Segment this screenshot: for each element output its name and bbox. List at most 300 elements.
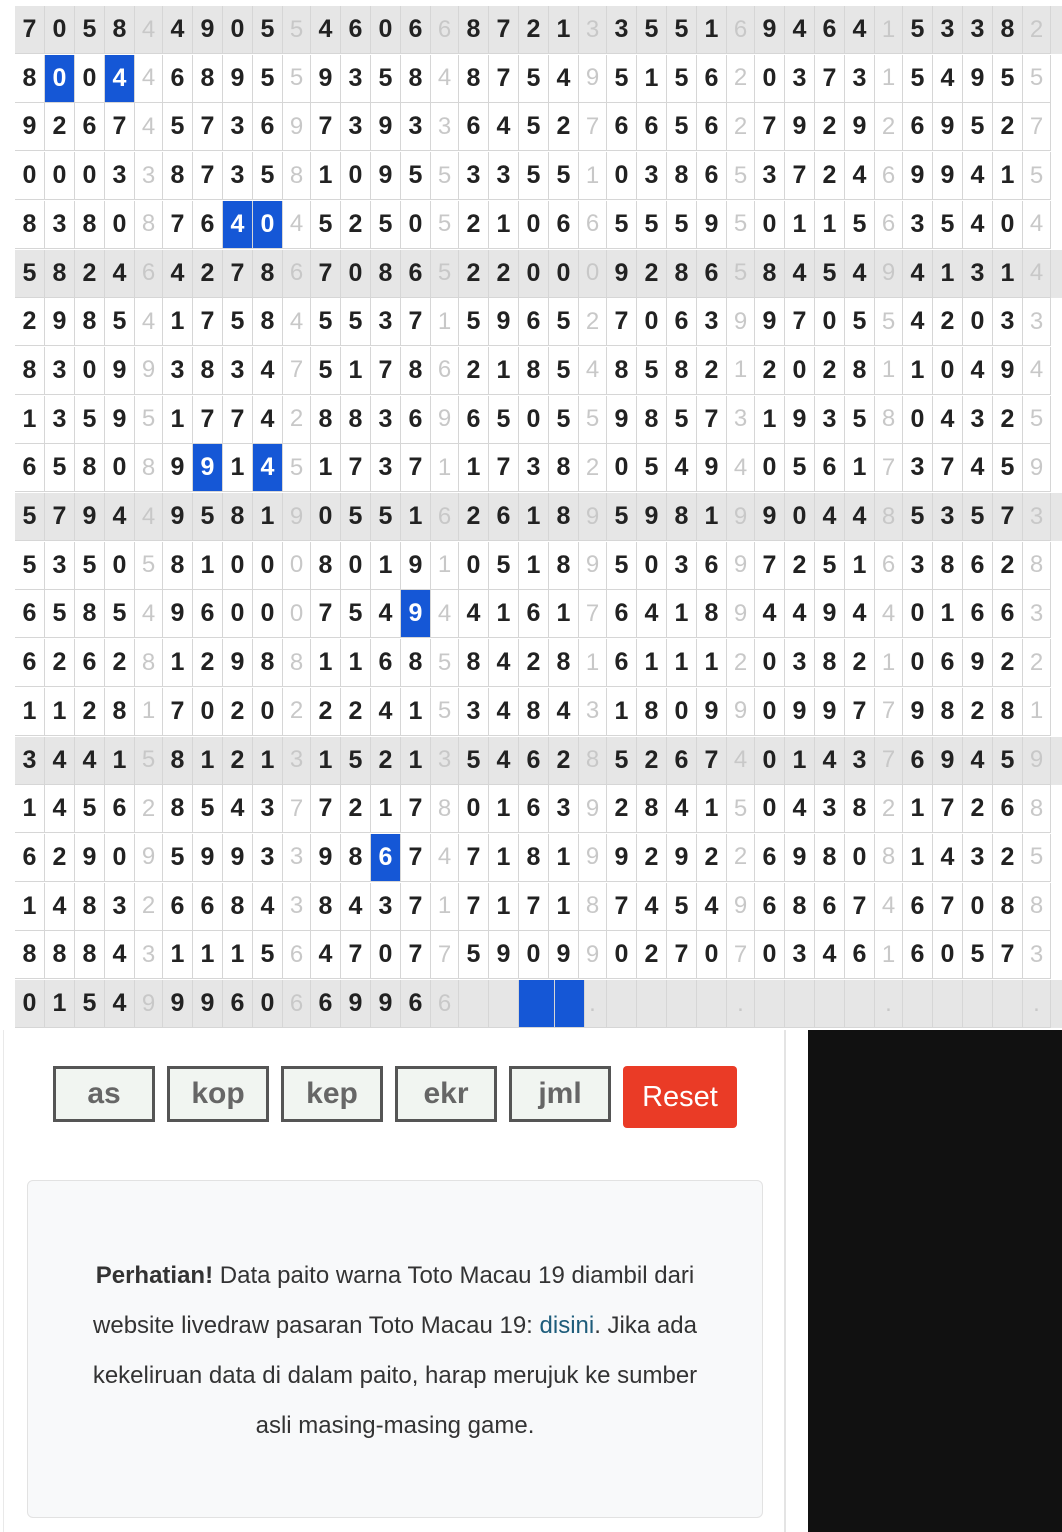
paito-digit[interactable]: 7 xyxy=(697,737,727,785)
paito-digit[interactable]: 8 xyxy=(667,493,697,541)
paito-digit[interactable]: 8 xyxy=(993,6,1023,54)
paito-digit[interactable]: 8 xyxy=(15,201,45,249)
paito-digit[interactable]: 0 xyxy=(903,590,933,638)
paito-digit[interactable]: 6 xyxy=(815,883,845,931)
paito-digit[interactable]: 4 xyxy=(845,250,875,298)
paito-digit[interactable]: 5 xyxy=(963,103,993,151)
paito-digit[interactable]: 1 xyxy=(903,785,933,833)
paito-digit[interactable]: 1 xyxy=(163,931,193,979)
paito-digit[interactable]: 1 xyxy=(933,590,963,638)
paito-digit[interactable]: 7 xyxy=(489,444,519,492)
paito-digit[interactable]: 7 xyxy=(223,250,253,298)
paito-digit[interactable]: 3 xyxy=(45,542,75,590)
paito-digit[interactable]: 8 xyxy=(75,298,105,346)
paito-digit[interactable]: 9 xyxy=(75,834,105,882)
paito-digit[interactable]: 5 xyxy=(371,493,401,541)
paito-digit[interactable]: 5 xyxy=(253,6,283,54)
paito-digit[interactable]: 6 xyxy=(519,737,549,785)
paito-digit[interactable]: 9 xyxy=(163,444,193,492)
paito-digit[interactable]: 7 xyxy=(933,883,963,931)
paito-digit[interactable]: 3 xyxy=(785,639,815,687)
paito-digit[interactable]: 9 xyxy=(489,931,519,979)
paito-digit[interactable]: 3 xyxy=(489,152,519,200)
paito-digit[interactable]: 6 xyxy=(371,834,401,882)
paito-digit[interactable] xyxy=(755,980,785,1028)
paito-digit[interactable]: 8 xyxy=(667,347,697,395)
paito-digit[interactable]: 2 xyxy=(519,639,549,687)
paito-digit[interactable]: 4 xyxy=(253,347,283,395)
paito-digit[interactable]: 5 xyxy=(637,444,667,492)
paito-digit[interactable]: 5 xyxy=(815,542,845,590)
paito-digit[interactable]: 6 xyxy=(193,201,223,249)
paito-digit[interactable]: 9 xyxy=(607,250,637,298)
paito-digit[interactable]: 8 xyxy=(311,883,341,931)
paito-digit[interactable]: 3 xyxy=(785,931,815,979)
paito-digit[interactable]: 0 xyxy=(933,931,963,979)
paito-digit[interactable]: 6 xyxy=(903,737,933,785)
paito-digit[interactable]: 1 xyxy=(519,493,549,541)
paito-digit[interactable]: 4 xyxy=(253,883,283,931)
paito-digit[interactable]: 7 xyxy=(697,396,727,444)
paito-digit[interactable]: 4 xyxy=(105,931,135,979)
paito-digit[interactable]: 4 xyxy=(785,6,815,54)
paito-digit[interactable]: 1 xyxy=(311,737,341,785)
paito-digit[interactable]: 5 xyxy=(459,931,489,979)
paito-digit[interactable]: 0 xyxy=(105,201,135,249)
paito-digit[interactable]: 7 xyxy=(667,931,697,979)
paito-digit[interactable]: 1 xyxy=(815,201,845,249)
paito-digit[interactable]: 3 xyxy=(105,152,135,200)
paito-digit[interactable]: 6 xyxy=(607,590,637,638)
paito-digit[interactable]: 5 xyxy=(253,55,283,103)
filter-kop-button[interactable]: kop xyxy=(167,1066,269,1122)
paito-digit[interactable]: 5 xyxy=(311,201,341,249)
paito-digit[interactable]: 8 xyxy=(105,6,135,54)
paito-digit[interactable]: 5 xyxy=(15,250,45,298)
paito-digit[interactable]: 2 xyxy=(637,931,667,979)
paito-digit[interactable]: 9 xyxy=(163,980,193,1028)
paito-digit[interactable]: 2 xyxy=(607,785,637,833)
paito-digit[interactable]: 0 xyxy=(459,785,489,833)
paito-digit[interactable]: 8 xyxy=(193,347,223,395)
paito-digit[interactable]: 3 xyxy=(459,152,489,200)
paito-digit[interactable]: 9 xyxy=(193,834,223,882)
paito-digit[interactable]: 9 xyxy=(993,347,1023,395)
paito-digit[interactable]: 3 xyxy=(697,298,727,346)
paito-digit[interactable]: 4 xyxy=(845,590,875,638)
paito-digit[interactable]: 0 xyxy=(341,542,371,590)
paito-digit[interactable]: 0 xyxy=(993,201,1023,249)
paito-digit[interactable]: 1 xyxy=(489,883,519,931)
paito-digit[interactable]: 5 xyxy=(637,201,667,249)
paito-digit[interactable]: 9 xyxy=(845,103,875,151)
paito-digit[interactable]: 5 xyxy=(637,347,667,395)
paito-digit[interactable]: 1 xyxy=(697,6,727,54)
paito-digit[interactable]: 7 xyxy=(401,883,431,931)
paito-digit[interactable]: 0 xyxy=(371,931,401,979)
paito-digit[interactable]: 2 xyxy=(549,103,579,151)
paito-digit[interactable]: 6 xyxy=(401,250,431,298)
paito-digit[interactable]: 0 xyxy=(223,6,253,54)
paito-digit[interactable]: 4 xyxy=(549,55,579,103)
paito-digit[interactable]: 9 xyxy=(223,55,253,103)
paito-digit[interactable]: 1 xyxy=(549,883,579,931)
paito-digit[interactable]: 8 xyxy=(519,347,549,395)
paito-digit[interactable]: 3 xyxy=(963,834,993,882)
paito-digit[interactable]: 0 xyxy=(75,347,105,395)
paito-digit[interactable]: 7 xyxy=(933,785,963,833)
paito-digit[interactable]: 1 xyxy=(667,639,697,687)
paito-digit[interactable]: 1 xyxy=(637,639,667,687)
paito-digit[interactable]: 1 xyxy=(489,590,519,638)
paito-digit[interactable]: 8 xyxy=(45,250,75,298)
paito-digit[interactable]: 3 xyxy=(845,737,875,785)
paito-digit[interactable]: 0 xyxy=(223,590,253,638)
paito-digit[interactable]: 6 xyxy=(75,103,105,151)
paito-digit[interactable]: 3 xyxy=(903,444,933,492)
paito-digit[interactable]: 9 xyxy=(755,6,785,54)
paito-digit[interactable]: 5 xyxy=(15,493,45,541)
paito-digit[interactable]: 0 xyxy=(253,201,283,249)
paito-digit[interactable]: 2 xyxy=(223,688,253,736)
source-link[interactable]: disini xyxy=(539,1312,595,1339)
paito-digit[interactable]: 8 xyxy=(933,688,963,736)
paito-digit[interactable]: 2 xyxy=(193,639,223,687)
paito-digit[interactable]: 3 xyxy=(519,444,549,492)
filter-jml-button[interactable]: jml xyxy=(509,1066,611,1122)
paito-digit[interactable]: 2 xyxy=(963,688,993,736)
paito-digit[interactable] xyxy=(667,980,697,1028)
paito-digit[interactable]: 6 xyxy=(489,493,519,541)
paito-digit[interactable]: 2 xyxy=(519,6,549,54)
paito-digit[interactable]: 8 xyxy=(341,396,371,444)
paito-digit[interactable]: 5 xyxy=(341,493,371,541)
paito-digit[interactable]: 1 xyxy=(755,396,785,444)
paito-digit[interactable]: 7 xyxy=(401,931,431,979)
paito-digit[interactable]: 0 xyxy=(253,590,283,638)
paito-digit[interactable]: 7 xyxy=(401,444,431,492)
paito-digit[interactable]: 9 xyxy=(45,298,75,346)
paito-digit[interactable]: 2 xyxy=(963,785,993,833)
paito-digit[interactable]: 5 xyxy=(223,298,253,346)
paito-digit[interactable]: 9 xyxy=(815,590,845,638)
paito-digit[interactable]: 3 xyxy=(341,55,371,103)
paito-digit[interactable]: 9 xyxy=(933,737,963,785)
paito-digit[interactable]: 0 xyxy=(519,931,549,979)
paito-digit[interactable]: 4 xyxy=(311,6,341,54)
paito-digit[interactable]: 5 xyxy=(845,298,875,346)
paito-digit[interactable]: 7 xyxy=(459,834,489,882)
paito-digit[interactable]: 7 xyxy=(45,493,75,541)
paito-digit[interactable]: 6 xyxy=(193,590,223,638)
paito-digit[interactable]: 3 xyxy=(963,6,993,54)
paito-digit[interactable]: 5 xyxy=(667,883,697,931)
paito-digit[interactable]: 2 xyxy=(45,834,75,882)
paito-digit[interactable]: 0 xyxy=(815,298,845,346)
paito-digit[interactable]: 0 xyxy=(253,542,283,590)
paito-digit[interactable]: 1 xyxy=(785,737,815,785)
paito-digit[interactable]: 4 xyxy=(253,444,283,492)
paito-digit[interactable]: 1 xyxy=(489,201,519,249)
paito-digit[interactable]: 6 xyxy=(253,103,283,151)
filter-ekr-button[interactable]: ekr xyxy=(395,1066,497,1122)
paito-digit[interactable]: 5 xyxy=(163,103,193,151)
paito-digit[interactable]: 5 xyxy=(903,55,933,103)
paito-digit[interactable]: 8 xyxy=(163,152,193,200)
paito-digit[interactable]: 5 xyxy=(311,347,341,395)
paito-digit[interactable]: 0 xyxy=(105,444,135,492)
paito-digit[interactable]: 4 xyxy=(637,590,667,638)
paito-digit[interactable]: 8 xyxy=(15,347,45,395)
paito-digit[interactable]: 0 xyxy=(341,250,371,298)
paito-digit[interactable]: 9 xyxy=(371,103,401,151)
paito-digit[interactable]: 7 xyxy=(311,250,341,298)
paito-digit[interactable]: 3 xyxy=(45,201,75,249)
paito-digit[interactable]: 2 xyxy=(341,201,371,249)
paito-digit[interactable]: 5 xyxy=(15,542,45,590)
paito-digit[interactable]: 0 xyxy=(845,834,875,882)
paito-digit[interactable]: 8 xyxy=(637,785,667,833)
paito-digit[interactable]: 1 xyxy=(163,639,193,687)
paito-digit[interactable]: 9 xyxy=(15,103,45,151)
paito-digit[interactable]: 1 xyxy=(697,639,727,687)
paito-digit[interactable]: 8 xyxy=(341,834,371,882)
paito-digit[interactable]: 8 xyxy=(223,493,253,541)
paito-digit[interactable]: 5 xyxy=(607,493,637,541)
paito-digit[interactable]: 5 xyxy=(607,55,637,103)
paito-digit[interactable]: 8 xyxy=(15,55,45,103)
paito-digit[interactable]: 1 xyxy=(489,834,519,882)
paito-digit[interactable]: 6 xyxy=(459,396,489,444)
paito-digit[interactable]: 3 xyxy=(341,103,371,151)
paito-digit[interactable]: 1 xyxy=(489,785,519,833)
paito-digit[interactable] xyxy=(815,980,845,1028)
paito-digit[interactable]: 3 xyxy=(549,785,579,833)
paito-digit[interactable]: 5 xyxy=(341,298,371,346)
paito-digit[interactable]: 3 xyxy=(163,347,193,395)
paito-digit[interactable]: 9 xyxy=(637,493,667,541)
paito-digit[interactable]: 7 xyxy=(459,883,489,931)
paito-digit[interactable]: 8 xyxy=(75,931,105,979)
paito-digit[interactable]: 4 xyxy=(963,201,993,249)
paito-digit[interactable]: 7 xyxy=(607,883,637,931)
paito-digit[interactable]: 5 xyxy=(963,493,993,541)
paito-digit[interactable]: 1 xyxy=(667,590,697,638)
paito-digit[interactable]: 8 xyxy=(697,590,727,638)
paito-digit[interactable]: 1 xyxy=(105,737,135,785)
paito-digit[interactable]: 2 xyxy=(459,250,489,298)
paito-digit[interactable]: 0 xyxy=(755,55,785,103)
paito-digit[interactable]: 7 xyxy=(845,883,875,931)
paito-digit[interactable]: 1 xyxy=(253,493,283,541)
paito-digit[interactable]: 5 xyxy=(489,542,519,590)
paito-digit[interactable]: 9 xyxy=(785,834,815,882)
paito-digit[interactable]: 2 xyxy=(459,493,489,541)
paito-digit[interactable]: 3 xyxy=(105,883,135,931)
paito-digit[interactable]: 3 xyxy=(993,298,1023,346)
paito-digit[interactable]: 0 xyxy=(253,980,283,1028)
paito-digit[interactable]: 5 xyxy=(45,444,75,492)
paito-digit[interactable]: 8 xyxy=(549,493,579,541)
paito-digit[interactable]: 2 xyxy=(993,542,1023,590)
paito-digit[interactable]: 8 xyxy=(193,55,223,103)
paito-digit[interactable]: 2 xyxy=(697,834,727,882)
paito-digit[interactable]: 4 xyxy=(459,590,489,638)
paito-digit[interactable]: 4 xyxy=(489,639,519,687)
paito-digit[interactable]: 9 xyxy=(311,834,341,882)
paito-digit[interactable]: 1 xyxy=(993,152,1023,200)
paito-digit[interactable]: 6 xyxy=(15,590,45,638)
paito-digit[interactable]: 7 xyxy=(401,298,431,346)
paito-digit[interactable]: 2 xyxy=(845,639,875,687)
paito-digit[interactable]: 1 xyxy=(163,298,193,346)
paito-digit[interactable]: 5 xyxy=(75,785,105,833)
paito-digit[interactable]: 0 xyxy=(549,250,579,298)
paito-digit[interactable]: 4 xyxy=(223,201,253,249)
paito-digit[interactable]: 8 xyxy=(75,883,105,931)
paito-digit[interactable]: 4 xyxy=(489,103,519,151)
paito-digit[interactable]: 6 xyxy=(903,931,933,979)
paito-digit[interactable]: 4 xyxy=(845,152,875,200)
paito-digit[interactable]: 1 xyxy=(193,542,223,590)
paito-digit[interactable]: 0 xyxy=(963,298,993,346)
paito-digit[interactable]: 7 xyxy=(755,542,785,590)
paito-digit[interactable]: 1 xyxy=(637,55,667,103)
paito-digit[interactable]: 6 xyxy=(963,590,993,638)
paito-digit[interactable]: 8 xyxy=(75,444,105,492)
paito-digit[interactable]: 3 xyxy=(933,493,963,541)
paito-digit[interactable]: 8 xyxy=(253,639,283,687)
paito-digit[interactable]: 1 xyxy=(549,834,579,882)
paito-digit[interactable]: 9 xyxy=(371,980,401,1028)
paito-digit[interactable]: 9 xyxy=(933,103,963,151)
paito-digit[interactable]: 5 xyxy=(815,250,845,298)
paito-digit[interactable]: 8 xyxy=(401,639,431,687)
paito-digit[interactable]: 7 xyxy=(193,396,223,444)
paito-digit[interactable]: 3 xyxy=(903,201,933,249)
paito-digit[interactable]: 6 xyxy=(105,785,135,833)
paito-digit[interactable]: 4 xyxy=(963,737,993,785)
paito-digit[interactable]: 6 xyxy=(697,250,727,298)
paito-digit[interactable]: 2 xyxy=(223,737,253,785)
paito-digit[interactable]: 0 xyxy=(755,201,785,249)
paito-digit[interactable]: 9 xyxy=(341,980,371,1028)
paito-digit[interactable]: 3 xyxy=(903,542,933,590)
paito-digit[interactable]: 2 xyxy=(311,688,341,736)
paito-digit[interactable]: 4 xyxy=(105,250,135,298)
paito-digit[interactable]: 7 xyxy=(489,6,519,54)
paito-digit[interactable]: 5 xyxy=(371,55,401,103)
paito-digit[interactable]: 3 xyxy=(815,396,845,444)
paito-digit[interactable]: 1 xyxy=(697,785,727,833)
paito-digit[interactable]: 9 xyxy=(105,396,135,444)
paito-digit[interactable]: 6 xyxy=(667,298,697,346)
paito-digit[interactable]: 7 xyxy=(341,444,371,492)
paito-digit[interactable]: 3 xyxy=(223,103,253,151)
paito-digit[interactable]: 9 xyxy=(755,493,785,541)
paito-digit[interactable] xyxy=(785,980,815,1028)
paito-digit[interactable]: 3 xyxy=(933,6,963,54)
paito-digit[interactable]: 7 xyxy=(785,152,815,200)
paito-digit[interactable]: 2 xyxy=(459,201,489,249)
paito-digit[interactable]: 9 xyxy=(755,298,785,346)
paito-digit[interactable]: 4 xyxy=(45,883,75,931)
paito-digit[interactable]: 8 xyxy=(549,639,579,687)
paito-digit[interactable]: 8 xyxy=(459,55,489,103)
paito-digit[interactable]: 1 xyxy=(193,737,223,785)
paito-digit[interactable]: 9 xyxy=(401,590,431,638)
paito-digit[interactable]: 8 xyxy=(223,883,253,931)
paito-digit[interactable]: 5 xyxy=(667,103,697,151)
paito-digit[interactable]: 4 xyxy=(371,590,401,638)
paito-digit[interactable]: 1 xyxy=(903,347,933,395)
paito-digit[interactable]: 6 xyxy=(963,542,993,590)
paito-digit[interactable]: 4 xyxy=(371,688,401,736)
paito-digit[interactable]: 5 xyxy=(993,55,1023,103)
paito-digit[interactable]: 5 xyxy=(519,152,549,200)
paito-digit[interactable]: 8 xyxy=(45,931,75,979)
paito-digit[interactable]: 5 xyxy=(75,396,105,444)
paito-digit[interactable]: 4 xyxy=(75,737,105,785)
paito-digit[interactable]: 1 xyxy=(193,931,223,979)
paito-digit[interactable]: 4 xyxy=(933,396,963,444)
paito-digit[interactable]: 4 xyxy=(163,250,193,298)
paito-digit[interactable]: 4 xyxy=(163,6,193,54)
paito-digit[interactable]: 6 xyxy=(993,785,1023,833)
paito-digit[interactable]: 2 xyxy=(371,737,401,785)
paito-digit[interactable]: 3 xyxy=(371,883,401,931)
paito-digit[interactable]: 0 xyxy=(193,688,223,736)
paito-digit[interactable]: 1 xyxy=(845,444,875,492)
paito-digit[interactable]: 7 xyxy=(993,493,1023,541)
paito-digit[interactable]: 3 xyxy=(607,6,637,54)
paito-digit[interactable]: 7 xyxy=(401,834,431,882)
paito-digit[interactable]: 0 xyxy=(519,250,549,298)
paito-digit[interactable]: 5 xyxy=(993,444,1023,492)
paito-digit[interactable]: 7 xyxy=(341,931,371,979)
paito-digit[interactable]: 2 xyxy=(549,737,579,785)
paito-digit[interactable]: 5 xyxy=(193,493,223,541)
paito-digit[interactable]: 1 xyxy=(45,980,75,1028)
paito-digit[interactable]: 0 xyxy=(223,542,253,590)
paito-digit[interactable]: 6 xyxy=(933,639,963,687)
paito-digit[interactable]: 0 xyxy=(697,931,727,979)
paito-digit[interactable]: 4 xyxy=(667,785,697,833)
paito-digit[interactable]: 6 xyxy=(341,6,371,54)
paito-digit[interactable]: 2 xyxy=(75,250,105,298)
paito-digit[interactable]: 8 xyxy=(253,298,283,346)
paito-digit[interactable]: 7 xyxy=(755,103,785,151)
paito-digit[interactable]: 1 xyxy=(401,493,431,541)
paito-digit[interactable]: 5 xyxy=(519,55,549,103)
paito-digit[interactable]: 5 xyxy=(845,396,875,444)
paito-digit[interactable]: 6 xyxy=(697,542,727,590)
paito-digit[interactable]: 1 xyxy=(489,347,519,395)
paito-digit[interactable]: 5 xyxy=(993,737,1023,785)
paito-digit[interactable]: 5 xyxy=(371,201,401,249)
paito-digit[interactable]: 7 xyxy=(311,590,341,638)
paito-digit[interactable]: 1 xyxy=(15,883,45,931)
paito-digit[interactable]: 2 xyxy=(637,834,667,882)
paito-digit[interactable]: 7 xyxy=(519,883,549,931)
paito-digit[interactable]: 0 xyxy=(15,980,45,1028)
paito-digit[interactable]: 6 xyxy=(607,639,637,687)
paito-digit[interactable]: 5 xyxy=(75,980,105,1028)
paito-digit[interactable]: 6 xyxy=(459,103,489,151)
paito-digit[interactable]: 5 xyxy=(549,298,579,346)
paito-digit[interactable]: 5 xyxy=(341,737,371,785)
paito-digit[interactable]: 0 xyxy=(45,55,75,103)
